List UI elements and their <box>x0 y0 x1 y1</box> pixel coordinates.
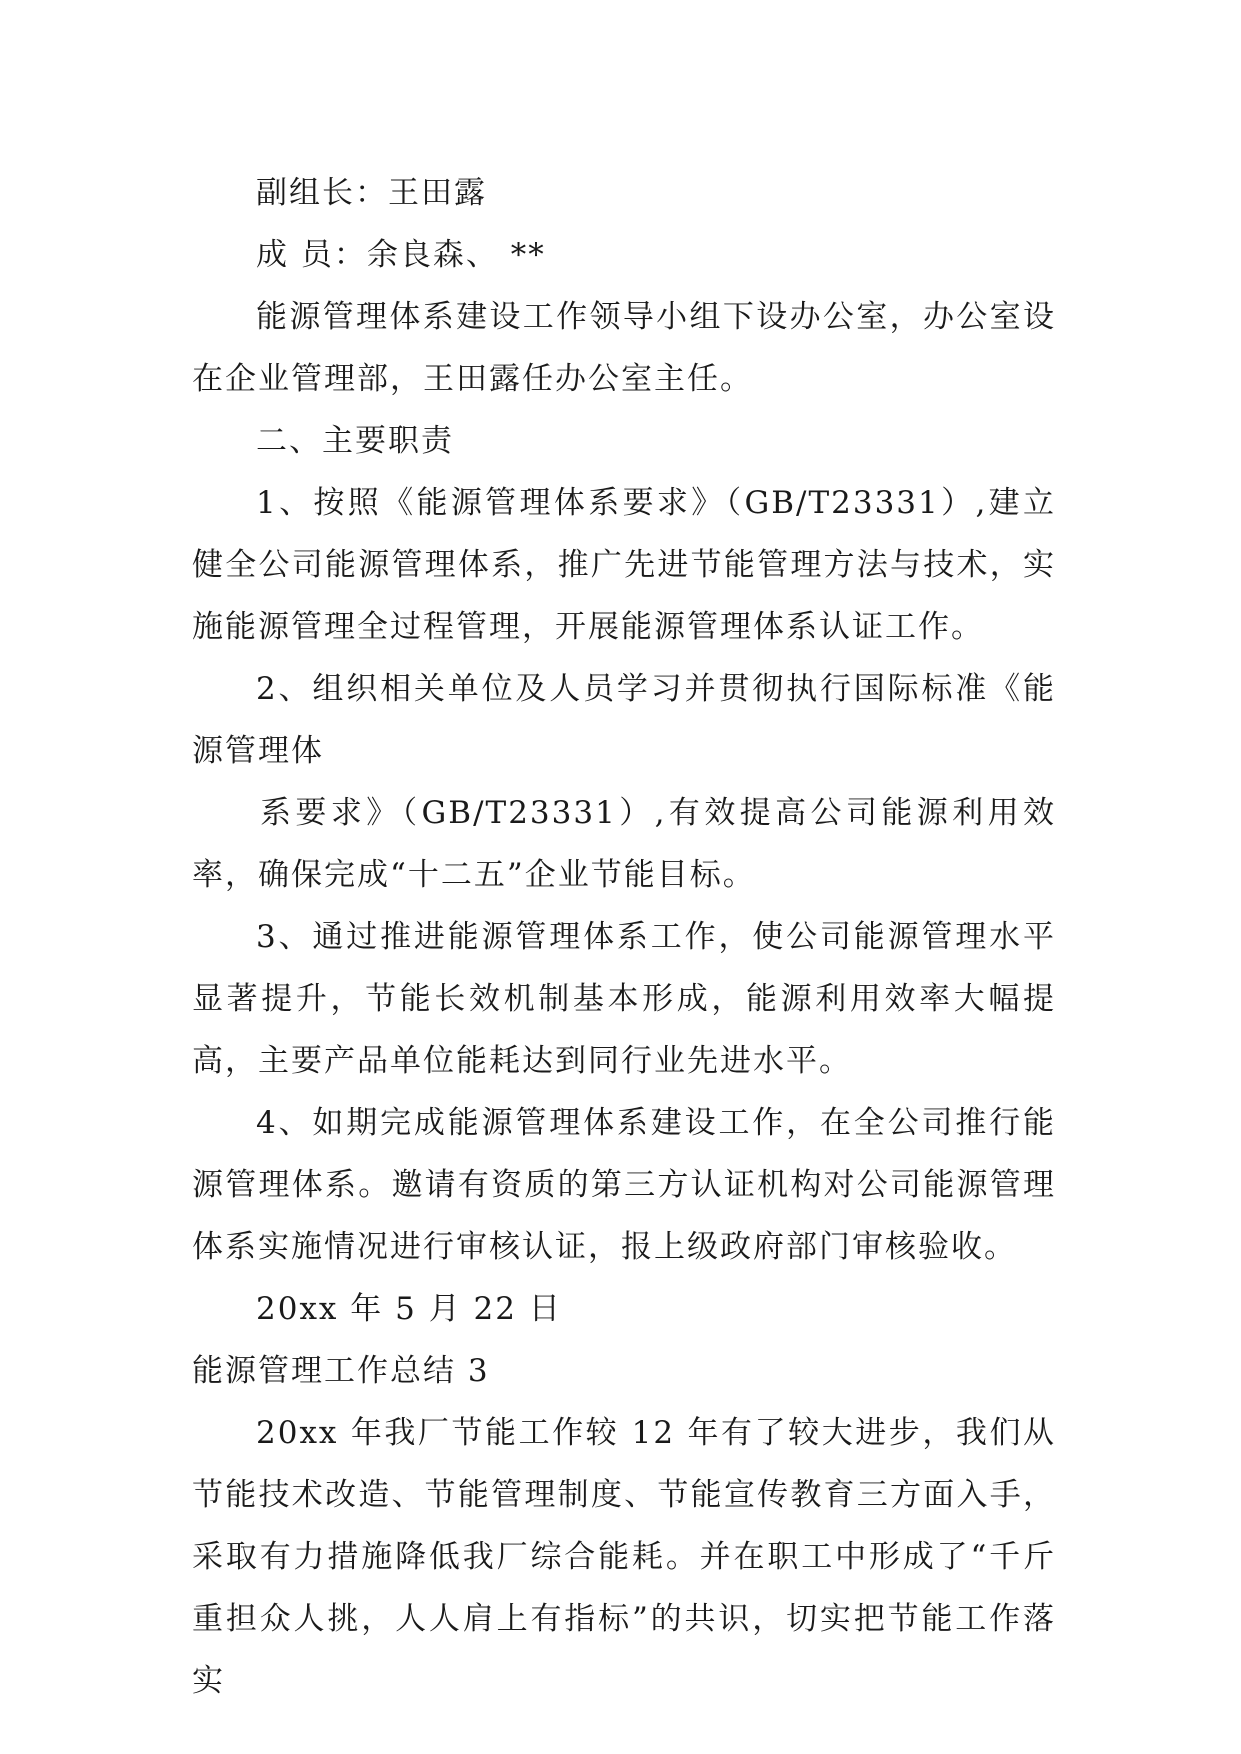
members-line: 成 员：余良森、 ** <box>256 237 546 273</box>
responsibility-item-2-continued: 系要求》（GB/T23331）,有效提高公司能源利用效率，确保完成“十二五”企业节能目标。 <box>192 795 1056 893</box>
section-heading-responsibilities: 二、主要职责 <box>256 423 454 459</box>
responsibility-item-3: 3、通过推进能源管理体系工作，使公司能源管理水平显著提升，节能长效机制基本形成，能源利用效率大幅提高，主要产品单位能耗达到同行业先进水平。 <box>192 919 1056 1079</box>
document-body <box>192 162 1056 1712</box>
responsibility-item-4: 4、如期完成能源管理体系建设工作，在全公司推行能源管理体系。邀请有资质的第三方认证机构对公司能源管理体系实施情况进行审核认证，报上级政府部门审核验收。 <box>192 1105 1056 1265</box>
responsibility-item-2: 2、组织相关单位及人员学习并贯彻执行国际标准《能源管理体 <box>192 671 1056 769</box>
deputy-leader-line: 副组长：王田露 <box>256 175 487 211</box>
document-date: 20xx 年 5 月 22 日 <box>256 1291 562 1327</box>
office-paragraph: 能源管理体系建设工作领导小组下设办公室，办公室设在企业管理部，王田露任办公室主任。 <box>192 299 1056 397</box>
section-title-summary-3: 能源管理工作总结 3 <box>192 1353 490 1389</box>
summary-paragraph: 20xx 年我厂节能工作较 12 年有了较大进步，我们从节能技术改造、节能管理制度、节能宣传教育三方面入手，采取有力措施降低我厂综合能耗。并在职工中形成了“千斤重担众人挑，人人肩上有指标”的共识，切实把节能工作落实 <box>192 1415 1056 1699</box>
responsibility-item-1: 1、按照《能源管理体系要求》（GB/T23331）,建立健全公司能源管理体系，推广先进节能管理方法与技术，实施能源管理全过程管理，开展能源管理体系认证工作。 <box>192 485 1056 645</box>
